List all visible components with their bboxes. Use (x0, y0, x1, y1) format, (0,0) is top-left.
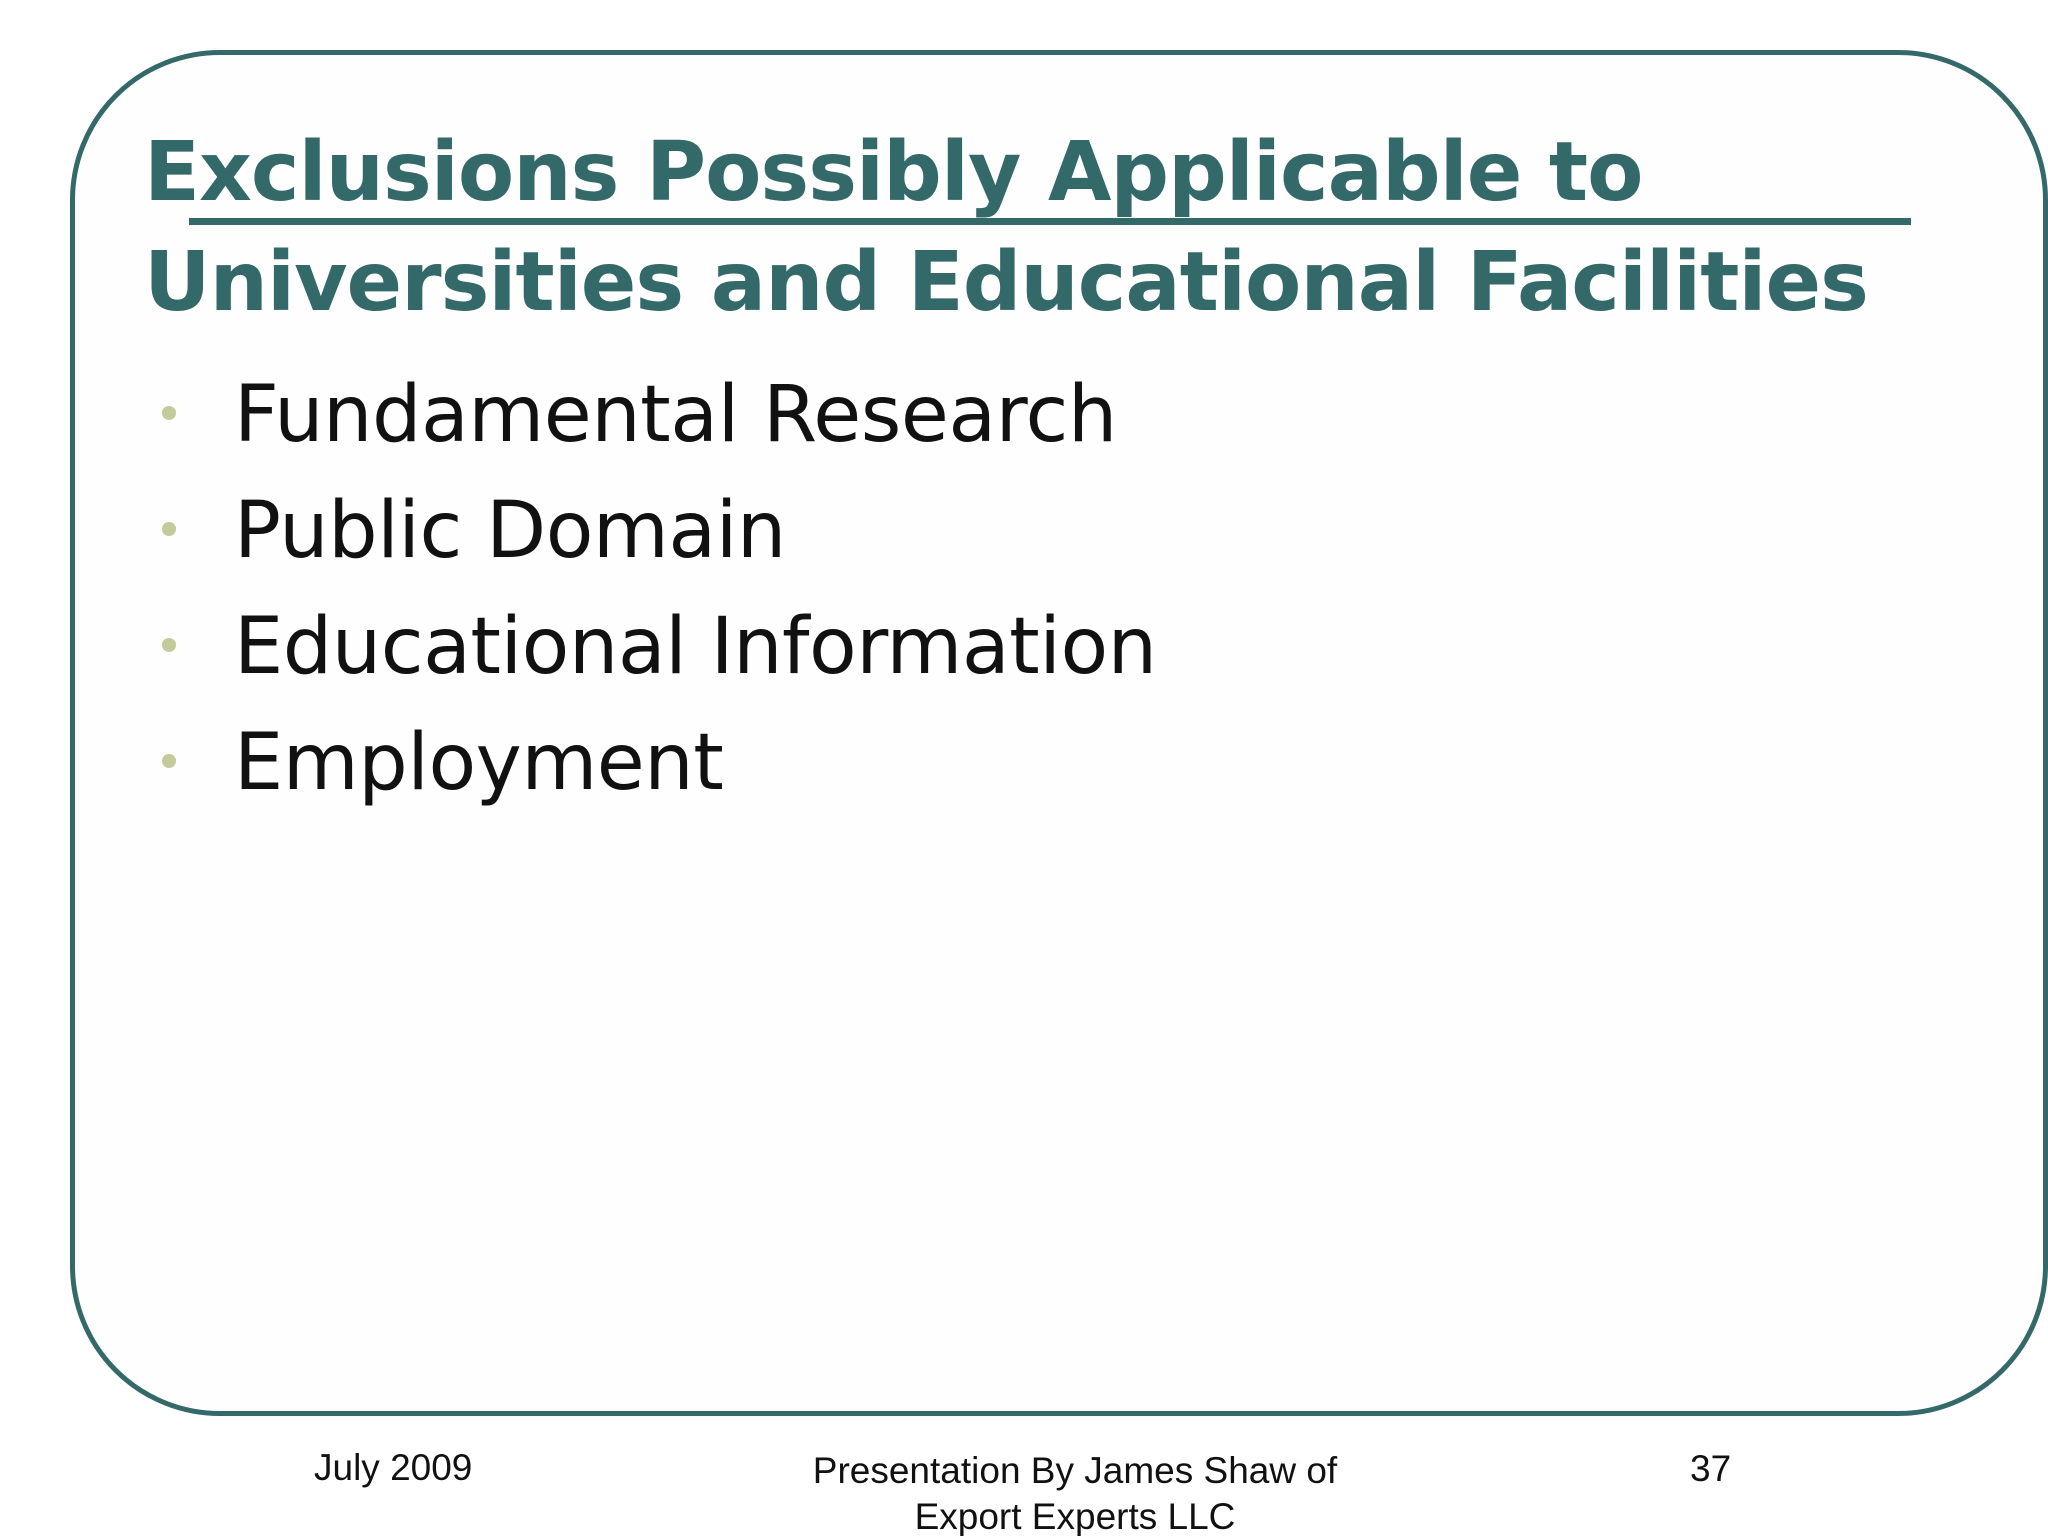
bullet-text: Public Domain (234, 486, 786, 576)
bullet-text: Fundamental Research (234, 370, 1117, 460)
footer-presenter-line-2: Export Experts LLC (914, 1496, 1236, 1536)
bullet-dot-icon (162, 638, 176, 652)
bullet-dot-icon (162, 522, 176, 536)
footer-presenter-line-1: Presentation By James Shaw of (812, 1450, 1338, 1491)
bullet-dot-icon (162, 406, 176, 420)
slide-title (144, 118, 1994, 338)
title-line-2: Universities and Educational Facilities (144, 235, 1868, 330)
footer-page-number: 37 (1690, 1448, 1732, 1489)
bullet-text: Employment (234, 718, 724, 808)
bullet-text: Educational Information (234, 602, 1157, 692)
title-line-1: Exclusions Possibly Applicable to (144, 125, 1643, 220)
footer-date: July 2009 (314, 1447, 473, 1488)
bullet-dot-icon (162, 754, 176, 768)
footer-presenter (740, 1448, 1410, 1536)
